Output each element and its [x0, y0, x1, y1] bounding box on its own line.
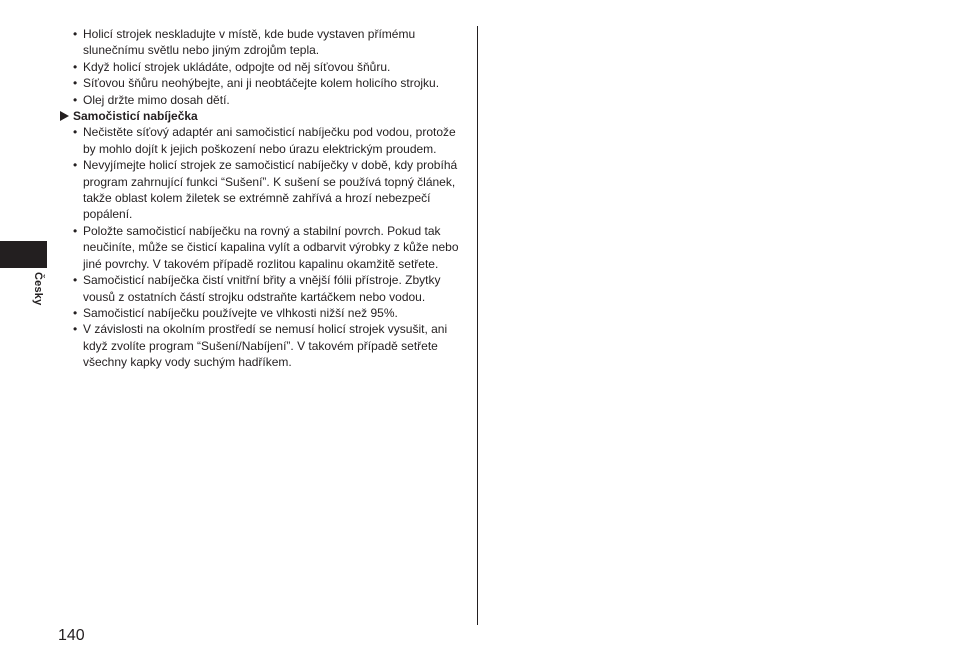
list-item-text: Když holicí strojek ukládáte, odpojte od něj síťovou šňůru.	[83, 59, 391, 74]
bullet: •	[73, 92, 78, 107]
language-tab	[0, 241, 47, 268]
list-item-text: Síťovou šňůru neohýbejte, ani ji neobtáčejte kolem holicího strojku.	[83, 76, 440, 91]
list-item-text: Samočisticí nabíječku používejte ve vlhkosti nižší než 95%.	[83, 305, 398, 320]
page-number: 140	[58, 627, 85, 644]
bullet: •	[73, 223, 78, 238]
list-item	[58, 59, 468, 75]
list-item-text: Položte samočisticí nabíječku na rovný a stabilní povrch. Pokud tak neučiníte, může se čisticí kapalina vylít a odbarvit výrobky z kůže nebo jiné povrchy. V takovém případě rozlitou kapalinu okamžitě setřete.	[83, 223, 459, 271]
bullet: •	[73, 59, 78, 74]
section-heading	[58, 108, 468, 124]
list-item-text: Olej držte mimo dosah dětí.	[83, 92, 230, 107]
bullet: •	[73, 322, 78, 337]
list-item	[58, 272, 468, 305]
language-label: Česky	[32, 272, 44, 306]
list-item-text: V závislosti na okolním prostředí se nemusí holicí strojek vysušit, ani když zvolíte program “Sušení/Nabíjení”. V takovém případě setřete všechny kapky vody suchým hadříkem.	[83, 322, 448, 370]
list-item-text: Samočisticí nabíječka čistí vnitřní břity a vnější fólii přístroje. Zbytky vousů z ostatních částí strojku odstraňte kartáčkem nebo vodou.	[83, 273, 441, 304]
list-item-text: Nevyjímejte holicí strojek ze samočisticí nabíječky v době, kdy probíhá program zahrnující funkci “Sušení”. K sušení se používá topný článek, takže oblast kolem žiletek se extrémně zahřívá a hrozí nebezpečí popálení.	[83, 158, 458, 222]
bullet: •	[73, 273, 78, 288]
column-divider	[477, 26, 478, 625]
list-item	[58, 26, 468, 59]
left-column	[58, 26, 468, 371]
list-item	[58, 157, 468, 223]
list-item	[58, 321, 468, 370]
list-item	[58, 92, 468, 108]
arrow-right-icon	[60, 111, 69, 121]
list-item	[58, 305, 468, 321]
list-item	[58, 75, 468, 91]
bullet: •	[73, 158, 78, 173]
bullet: •	[73, 76, 78, 91]
bullet: •	[73, 305, 78, 320]
list-item	[58, 223, 468, 272]
list-item-text: Nečistěte síťový adaptér ani samočisticí nabíječku pod vodou, protože by mohlo dojít k jejich poškození nebo úrazu elektrickým proudem.	[83, 125, 456, 156]
charger-list	[58, 124, 468, 370]
bullet: •	[73, 27, 78, 41]
list-item-text: Holicí strojek neskladujte v místě, kde bude vystaven přímému slunečnímu světlu nebo jiným zdrojům tepla.	[83, 27, 416, 58]
care-list	[58, 26, 468, 108]
bullet: •	[73, 125, 78, 140]
section-heading-text: Samočisticí nabíječka	[73, 109, 198, 124]
list-item	[58, 124, 468, 157]
